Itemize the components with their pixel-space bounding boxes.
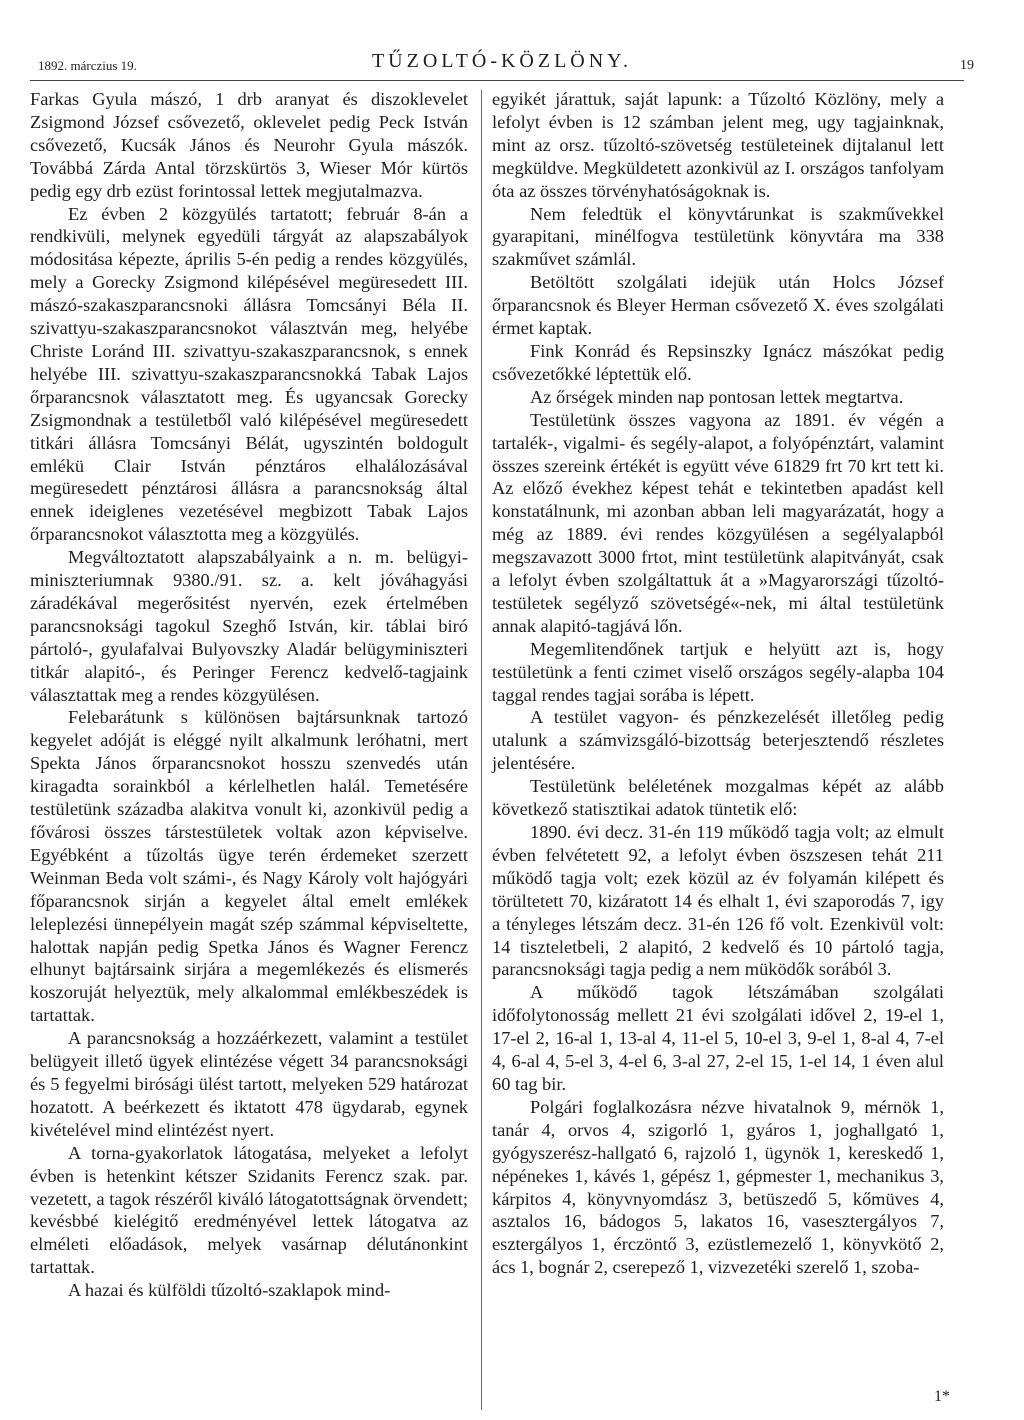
paragraph: Megemlitendőnek tartjuk e helyütt azt is, hogy testületünk a fenti czimet viselő országos segély-alapba 104 taggal rendes tagjai sorába is lépett. [492,638,944,705]
journal-title: TŰZOLTÓ-KÖZLÖNY. [371,50,633,72]
paragraph: Polgári foglalkozásra nézve hivatalnok 9, mérnök 1, tanár 4, orvos 4, szigorló 1, gyáros 1, joghallgató 1, gyógyszerész-hallgató 6, rajzoló 1, ügynök 1, kereskedő 1, népénekes 1, kávés 1, gépész 1, gépmester 1, mechanikus 3, kárpitos 4, könyvnyomdász 3, betüszedő 5, kőmüves 4, asztalos 16, bádogos 5, lakatos 16, vasesztergályos 7, esztergályos 1, érczöntő 3, ezüstlemezelő 1, könyvkötő 2, ács 1, bognár 2, cserepező 1, vizvezetéki szerelő 1, szoba- [492,1096,944,1278]
paragraph: A hazai és külföldi tűzoltó-szaklapok mind- [68,1280,391,1301]
paragraph: Farkas Gyula mászó, 1 drb aranyat és diszoklevelet Zsigmond József csővezető, oklevelet pedig Peck István csővezető, Kucsák János és Neurohr Gyula mászók. Továbbá Zárda Antal törzskürtös 3, Wieser Mór kürtös pedig egy drb ezüst forintossal lettek megjutalmazva. [30,89,468,201]
left-column [30,88,468,1302]
paragraph: Az őrségek minden nap pontosan lettek megtartva. [530,386,904,407]
page-number: 19 [960,58,974,73]
paragraph: Fink Konrád és Repsinszky Ignácz mászókat pedig csővezetőkké léptettük elő. [492,340,944,384]
paragraph: Felebarátunk s különösen bajtársunknak tartozó kegyelet adóját is eléggé nyilt alkalmunk leróhatni, mert Spekta János őrparancsnokot hosszu szenvedés után kiragadta sorainkból a kérlelhetlen halál. Temetésére testületünk századba alakitva vonult ki, azonkivül pedig a fővárosi összes társtestületek voltak azon képviselve. Egyébként a tűzoltás ügye terén érdemeket szerzett Weinman Beda volt számi-, és Nagy Károly volt hajógyári főparancsnok sirján a kegyelet által emelt emlékek leleplezési ünnepélyein magát szép számmal képviseltette, halottak napján pedig Spetka János és Wagner Ferencz elhunyt bajtársaink sirjára a megemlékezés és elismerés koszoruját helyeztük, mely alkalommal emlékbeszédek is tartattak. [30,707,468,1026]
paragraph: A testület vagyon- és pénzkezelését illetőleg pedig utalunk a számvizsgáló-bizottság beterjesztendő részletes jelentésére. [492,707,944,774]
paragraph: A parancsnokság a hozzáérkezett, valamint a testület belügyeit illető ügyek elintézése végett 34 parancsnoksági és 5 fegyelmi birósági ülést tartott, melyeken 529 határozat hozatott. A beérkezett és iktatott 478 ügydarab, egynek kivételével mind elintézést nyert. [30,1028,468,1140]
paragraph: Nem feledtük el könyvtárunkat is szakművekkel gyarapitani, minélfogva testületünk könyvtára ma 338 szakművet számlál. [492,203,944,270]
issue-date: 1892. márczius 19. [38,58,137,73]
paragraph: Testületünk beléletének mozgalmas képét az alább következő statisztikai adatok tüntetik elő: [492,776,944,820]
paragraph: A torna-gyakorlatok látogatása, melyeket a lefolyt évben is hetenkint kétszer Szidanits Ferencz szak. par. vezetett, a tagok részéről kiváló látogatottságnak örvendett; kevésbbé kielégitő eredményével lettek látogatva az elméleti előadások, melyek vasárnap délutánonkint tartattak. [30,1142,468,1278]
paragraph: 1890. évi decz. 31-én 119 működő tagja volt; az elmult évben felvétetett 92, a lefolyt évben öszszesen tehát 211 működő tagja volt; ezek közül az év folyamán kilépett és törültetett 70, kizáratott 14 és elhalt 1, évi szaporodás 7, igy a tényleges létszám decz. 31-én 126 fő volt. Ezenkivül volt: 14 tiszteletbeli, 2 alapitó, 2 kedvelő és 10 pártoló tagja, parancsnoksági tagja pedig a nem müködők sorából 3. [492,822,944,980]
page-header [30,46,974,74]
column-divider [481,90,482,1410]
right-column [492,88,944,1279]
paragraph: Ez évben 2 közgyülés tartatott; február 8-án a rendkivüli, melynek egyedüli tárgyát az alapszabályok módositása képezte, április 5-én pedig a rendes közgyülés, mely a Gorecky Zsigmond kilépésével megüresedett III. mászó-szakaszparancsnoki állásra Tomcsányi Béla II. szivattyu-szakaszparancsnokot választván meg, helyébe Christe Loránd III. szivattyu-szakaszparancsnok, s ennek helyébe III. szivattyu-szakaszparancsnokká Tabak Lajos őrparancsnok választatott meg. És ugyancsak Gorecky Zsigmondnak a testületből való kilépésével megüresedett titkári állásra Tomcsányi Bélát, ugyszintén boldogult emlékü Clair István pénztáros elhalálozásával megüresedett pénztárosi állásra a parancsnokság által ennek ideiglenes vezetésével megbizott Tabak Lajos őrparancsnokot választotta meg a közgyülés. [30,203,468,545]
header-rule [30,80,964,81]
paragraph: Testületünk összes vagyona az 1891. év végén a tartalék-, vigalmi- és segély-alapot, a folyópénztárt, valamint összes szereink értékét is együtt véve 61829 frt 70 krt tett ki. Az előző évekhez képest tehát e tekintetben apadást kell konstatálnunk, mi azonban abban leli magyarázatát, hogy a még az 1889. évi rendes közgyülésen a segélyalapból megszavazott 3000 frtot, mint testületünk alapitványát, csak a lefolyt évben szolgáltattuk át a »Magyarországi tűzoltó-testületek segélyző szövetségé«-nek, mi által testületünk annak alapitó-tagjává lőn. [492,409,944,636]
paragraph: A működő tagok létszámában szolgálati időfolytonosság mellett 21 évi szolgálati idővel 2, 19-el 1, 17-el 2, 16-al 1, 13-al 4, 11-el 5, 10-el 3, 9-el 1, 8-al 4, 7-el 4, 6-al 4, 5-el 3, 4-el 6, 3-al 27, 2-el 15, 1-el 14, 1 éven alul 60 tag bir. [492,982,944,1094]
paragraph: Megváltoztatott alapszabályaink a n. m. belügyi-miniszteriumnak 9380./91. sz. a. kelt jóváhagyási záradékával megerősitést nyervén, ezek értelmében parancsnoksági tagokul Szeghő István, kir. táblai biró pártoló-, gyulafalvai Bulyovszky Aladár belügyminiszteri titkár alapitó-, és Peringer Ferencz kedvelő-tagjaink választattak meg a rendes közgyülésen. [30,547,468,705]
paragraph: Betöltött szolgálati idejük után Holcs József őrparancsnok és Bleyer Herman csővezető X. éves szolgálati érmet kaptak. [492,272,944,339]
paragraph: egyikét járattuk, saját lapunk: a Tűzoltó Közlöny, mely a lefolyt évben is 12 számban jelent meg, ugy tagjainknak, mint az orsz. tűzoltó-szövetség testületeinek dijtalanul lett megküldve. Megküldetett azonkivül az I. országos tanfolyam óta az összes törvényhatóságoknak is. [492,89,944,201]
signature-mark: 1* [934,1388,950,1405]
